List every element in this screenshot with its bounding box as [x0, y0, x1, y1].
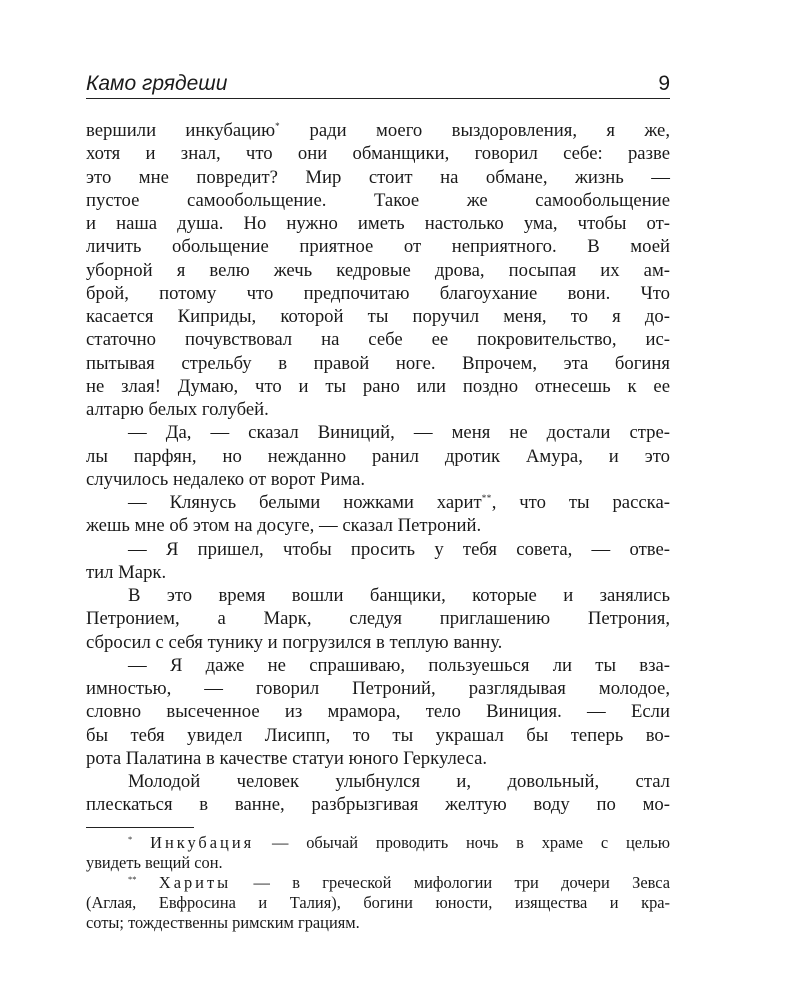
page-number: 9 [658, 72, 670, 95]
text-line: пустое самообольщение. Такое же самообольщение [86, 189, 670, 211]
text-line: касается Киприды, которой ты поручил меня, то я до- [86, 306, 670, 327]
text-line: статочно почувствовал на себе ее покровительство, ис- [86, 329, 670, 351]
text-line: плескаться в ванне, разбрызгивая желтую воду по мо- [86, 794, 670, 816]
footnote-2-cont: (Аглая, Евфросина и Талия), богини юности, изящества и кра- [86, 892, 670, 912]
running-head [86, 72, 670, 99]
footnote-term: Инкубация [150, 832, 255, 852]
footnotes [86, 833, 670, 933]
footnote-2-cont: соты; тождественны римским грациям. [86, 912, 360, 932]
text-line: лы парфян, но нежданно ранил дротик Амура, и это [86, 445, 670, 467]
text-line: В это время вошли банщики, которые и занялись [128, 585, 670, 606]
text-line: — Клянусь белыми ножками харит**, что ты расска- [128, 492, 670, 513]
book-page [86, 72, 670, 933]
text-line: и наша душа. Но нужно иметь настолько ума, чтобы от- [86, 213, 670, 234]
text-line: Молодой человек улыбнулся и, довольный, стал [128, 771, 670, 792]
text-line: жешь мне об этом на досуге, — сказал Петроний. [86, 515, 482, 537]
text-line: уборной я велю жечь кедровые дрова, посыпая их ам- [86, 259, 670, 281]
footnote-mark: * [128, 833, 133, 844]
text-line: тил Марк. [86, 561, 167, 583]
footnote-1: * Инкубация — обычай проводить ночь в храме с целью [128, 832, 670, 852]
footnote-term: Хариты [158, 872, 232, 892]
text-line: личить обольщение приятное от неприятного. В моей [86, 236, 670, 258]
text-line: — Я пришел, чтобы просить у тебя совета, — отве- [128, 538, 670, 560]
text-line: Петронием, а Марк, следуя приглашению Петрония, [86, 608, 670, 630]
text-line: словно высеченное из мрамора, тело Виниция. — Если [86, 701, 670, 723]
text-line: — Я даже не спрашиваю, пользуешься ли ты вза- [128, 654, 670, 676]
text-line: не злая! Думаю, что и ты рано или поздно отнесешь к ее [86, 375, 670, 397]
text-line: имностью, — говорил Петроний, разглядывая молодое, [86, 678, 670, 699]
text-line: хотя и знал, что они обманщики, говорил себе: разве [86, 143, 670, 165]
text-line: брой, потому что предпочитаю благоухание вони. Что [86, 282, 670, 304]
text-line: алтарю белых голубей. [86, 399, 269, 420]
footnote-ref-2[interactable]: ** [481, 493, 492, 503]
text-line: — Да, — сказал Виниций, — меня не достали стре- [128, 422, 670, 444]
footnote-ref-1[interactable]: * [275, 121, 281, 131]
text-line: это мне повредит? Мир стоит на обмане, жизнь — [86, 166, 670, 188]
text-line: вершили инкубацию* ради моего выздоровления, я же, [86, 120, 671, 141]
book-title: Камо грядеши [86, 72, 228, 95]
footnote-2: ** Хариты — в греческой мифологии три дочери Зевса [128, 872, 670, 892]
text-line: рота Палатина в качестве статуи юного Геркулеса. [86, 747, 488, 769]
footnote-1-cont: увидеть вещий сон. [86, 852, 223, 872]
footnote-divider [86, 827, 194, 828]
body-text [86, 119, 670, 817]
text-line: случилось недалеко от ворот Рима. [86, 468, 366, 490]
footnote-mark: ** [128, 873, 137, 884]
text-line: сбросил с себя тунику и погрузился в теплую ванну. [86, 631, 503, 653]
text-line: бы тебя увидел Лисипп, то ты украшал бы теперь во- [86, 724, 670, 746]
text-line: пытывая стрельбу в правой ноге. Впрочем, эта богиня [86, 352, 670, 374]
